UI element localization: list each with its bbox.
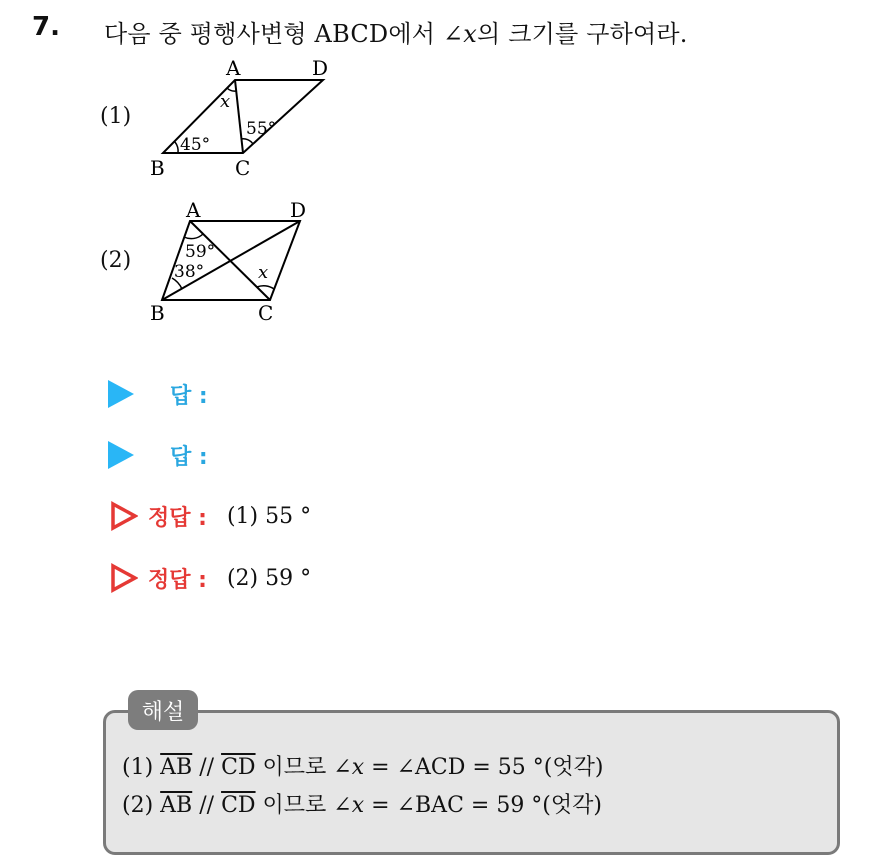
solution-text: 이므로 ∠ [262,793,352,818]
correct-value: (2) 59 ° [226,565,312,591]
vertex-d-2: D [290,198,307,222]
answer-row-1[interactable] [108,376,208,412]
figure-1-label: (1) [100,104,132,129]
solution-line-1 [122,750,603,781]
question-number: 7. [32,12,60,42]
segment-ab: $\overline{AB}$ [160,755,193,780]
solution-line-num: (1) [122,755,154,780]
parallelogram-figure-2 [140,195,360,330]
diagonal-ac-1 [235,80,243,153]
segment-cd: $\overline{CD}$ [221,755,256,780]
solution-text-rest: = ∠ACD = 55 °(엇각) [364,755,604,780]
parallel-symbol: // [199,793,215,818]
solution-variable: x [351,755,365,780]
vertex-a-2: A [186,198,201,222]
solution-tab: 해설 [128,690,198,730]
vertex-b-2: B [150,301,165,325]
angle-55-label: 55° [246,119,277,139]
answer-label: 답 : [170,444,208,470]
answer-marker-icon [108,380,134,408]
question-text-before: 다음 중 평행사변형 ABCD에서 ∠ [104,20,464,48]
angle-38-label: 38° [174,262,205,282]
solution-box [103,710,840,855]
figure-2-label: (2) [100,248,132,273]
vertex-b-1: B [150,156,165,180]
solution-line-num: (2) [122,793,154,818]
angle-59-label: 59° [185,242,216,262]
diagonal-bd-2 [162,221,300,300]
vertex-d-1: D [312,56,329,80]
question-variable: x [463,20,478,48]
vertex-c-2: C [258,301,274,325]
angle-45-label: 45° [180,135,211,155]
segment-cd: $\overline{CD}$ [221,793,256,818]
correct-label: 정답 : [148,505,207,531]
parallel-symbol: // [199,755,215,780]
correct-marker-icon [110,563,138,593]
solution-text: 이므로 ∠ [262,755,352,780]
correct-answer-row-1 [110,498,311,534]
segment-ab: $\overline{AB}$ [160,793,193,818]
solution-variable: x [351,793,365,818]
question-text-after: 의 크기를 구하여라. [477,20,688,48]
correct-value: (1) 55 ° [226,503,312,529]
answer-marker-icon [108,441,134,469]
correct-answer-row-2 [110,560,311,596]
answer-row-2[interactable] [108,437,208,473]
parallelogram-figure-1 [140,55,360,185]
correct-label: 정답 : [148,567,207,593]
correct-marker-icon [110,501,138,531]
question-text [104,14,688,49]
solution-text-rest: = ∠BAC = 59 °(엇각) [364,793,602,818]
solution-line-2 [122,788,602,819]
vertex-a-1: A [226,56,241,80]
angle-x-1: x [220,91,231,112]
answer-label: 답 : [170,383,208,409]
angle-x-2: x [258,262,269,283]
vertex-c-1: C [235,156,251,180]
